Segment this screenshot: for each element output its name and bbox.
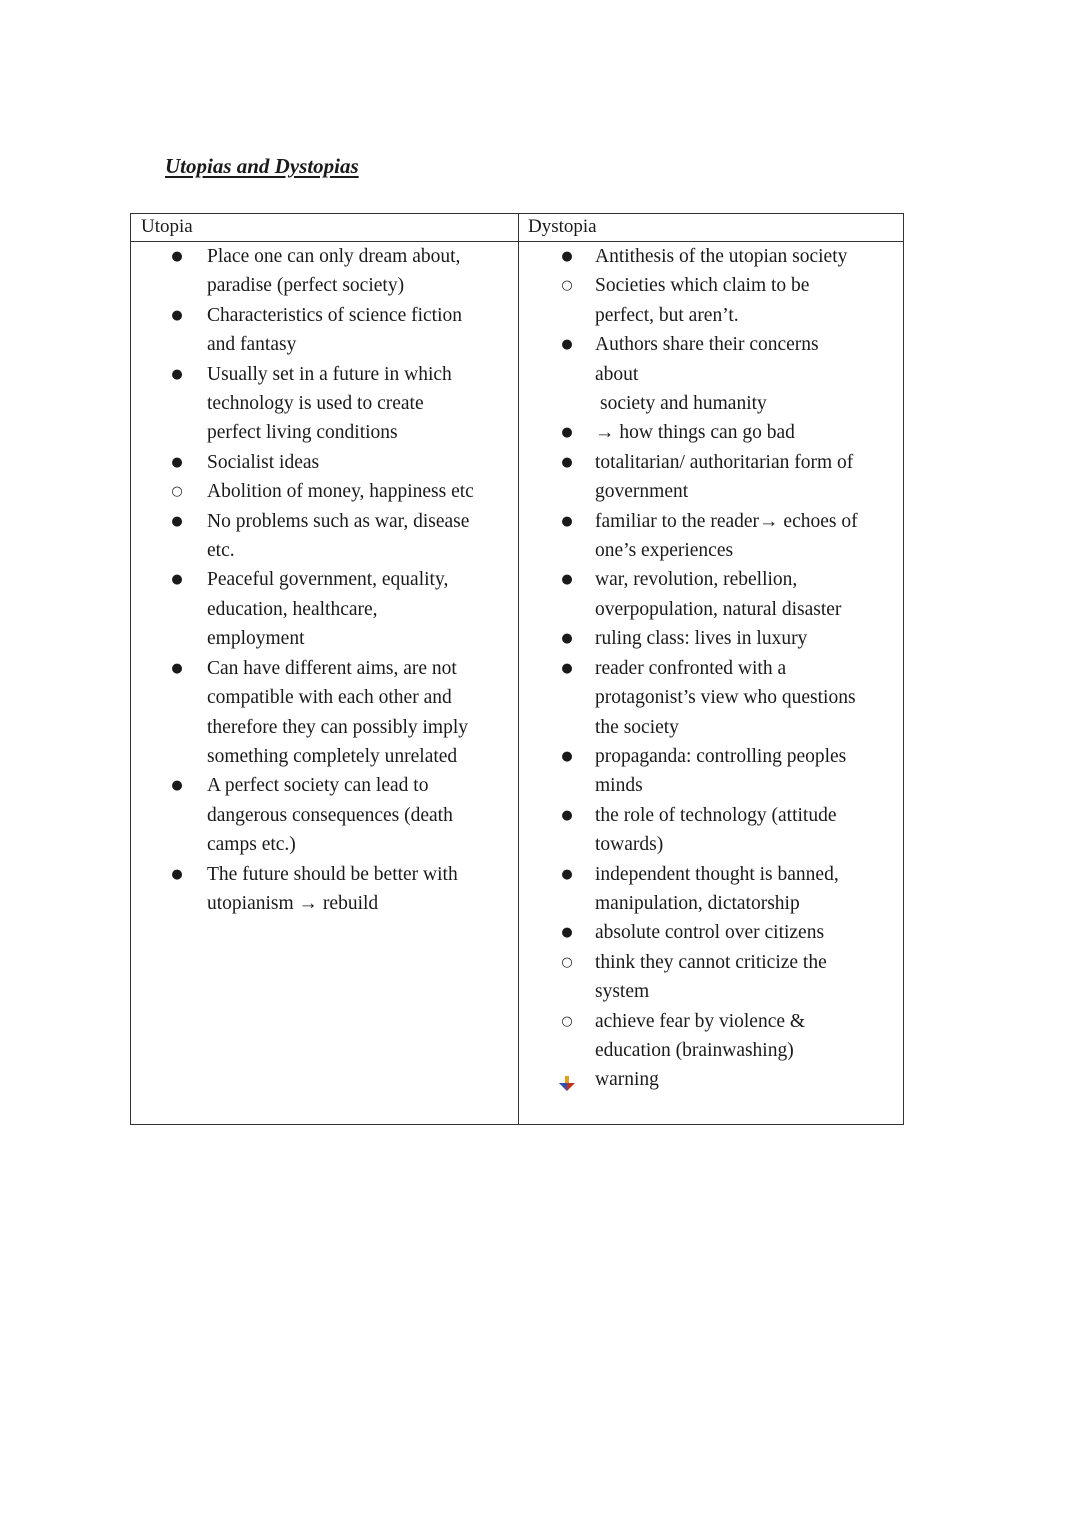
list-item-text: think they cannot criticize the [595,951,827,973]
circle-icon: ○ [561,954,573,970]
list-item-text: system [595,981,650,1003]
list-item-text: government [595,481,689,503]
bullet-icon: ● [561,660,573,676]
list-item [519,1007,903,1066]
bullet-icon: ● [561,807,573,823]
list-item-text: protagonist’s view who questions [595,687,856,709]
list-item-text: education, healthcare, [207,598,378,620]
list-item [131,565,518,653]
list-item-text: Place one can only dream about, [207,246,461,267]
bullet-icon: ● [171,454,183,470]
list-item [131,477,518,506]
list-item-text: familiar to the reader→ echoes of [595,510,858,532]
list-item [131,360,518,448]
list-item-text: absolute control over citizens [595,922,825,944]
bullet-icon: ● [561,513,573,529]
list-item [519,742,903,801]
list-item-text: Characteristics of science fiction [207,304,463,326]
list-item-text: education (brainwashing) [595,1039,794,1061]
list-item [519,1065,903,1094]
list-item [519,918,903,947]
list-item-text: dangerous consequences (death [207,804,453,826]
list-item [131,301,518,360]
bullet-icon: ● [561,454,573,470]
bullet-icon: ● [171,307,183,323]
list-item [131,860,518,919]
bullet-icon: ● [561,249,573,264]
bullet-icon: ● [561,425,573,441]
list-item [519,242,903,271]
list-item-text: Peaceful government, equality, [207,569,449,591]
bullet-icon: ● [171,249,183,264]
list-item-text: the role of technology (attitude [595,804,837,826]
list-item-text: society and humanity [600,393,767,415]
list-item [519,948,903,1007]
list-item-text: technology is used to create [207,393,424,415]
list-item-text: warning [595,1069,659,1091]
bullet-icon: ● [561,866,573,882]
list-item-text: minds [595,775,643,797]
list-item-text: towards) [595,834,664,856]
bullet-icon: ● [561,337,573,353]
list-item [519,801,903,860]
circle-icon: ○ [171,484,183,500]
bullet-icon: ● [561,572,573,588]
bullet-icon: ● [171,866,183,882]
bullet-icon: ● [561,925,573,941]
circle-icon: ○ [561,278,573,294]
bullet-icon: ● [171,778,183,794]
list-item-text: Can have different aims, are not [207,657,457,679]
list-item [131,771,518,859]
list-item [519,271,903,330]
list-item-text: etc. [207,540,235,562]
list-item-text: perfect living conditions [207,422,398,444]
bullet-icon: ● [171,513,183,529]
list-item-text: compatible with each other and [207,687,452,709]
utopia-header: Utopia [131,214,518,242]
list-item-text: paradise (perfect society) [207,275,405,297]
list-item-text: therefore they can possibly imply [207,716,469,738]
list-item-text: reader confronted with a [595,657,787,679]
list-item-text: The future should be better with [207,863,458,885]
down-arrow-icon [557,1071,577,1100]
list-item-text: overpopulation, natural disaster [595,598,842,620]
list-item-text: the society [595,716,679,738]
dystopia-column [519,214,903,1124]
list-item-text: employment [207,628,305,650]
list-item-text: independent thought is banned, [595,863,839,885]
list-item-text: Usually set in a future in which [207,363,452,385]
bullet-icon: ● [171,366,183,382]
list-item-text: ruling class: lives in luxury [595,628,808,650]
bullet-icon: ● [171,572,183,588]
list-item-text: and fantasy [207,334,297,356]
list-item-text: Societies which claim to be [595,275,810,297]
list-item [131,654,518,772]
circle-icon: ○ [561,1013,573,1029]
list-item [519,330,903,418]
list-item [131,507,518,566]
list-item [519,860,903,919]
list-item [131,242,518,301]
list-item-text: A perfect society can lead to [207,775,429,797]
list-item-text: Abolition of money, happiness etc [207,481,474,503]
list-item-text: perfect, but aren’t. [595,304,739,326]
dystopia-header: Dystopia [519,214,903,242]
list-item-text: achieve fear by violence & [595,1010,806,1032]
list-item-text: utopianism → rebuild [207,892,379,914]
list-item [519,448,903,507]
list-item-text: one’s experiences [595,540,734,562]
list-item [519,507,903,566]
utopia-list [131,242,518,918]
list-item-text: totalitarian/ authoritarian form of [595,451,854,473]
list-item-text: Socialist ideas [207,451,320,473]
bullet-icon: ● [561,631,573,647]
list-item [519,565,903,624]
bullet-icon: ● [171,660,183,676]
list-item-text: manipulation, dictatorship [595,892,800,914]
bullet-icon: ● [561,748,573,764]
list-item [519,624,903,653]
list-item-text: Antithesis of the utopian society [595,246,848,267]
list-item-text: No problems such as war, disease [207,510,470,532]
list-item-text: → how things can go bad [595,422,795,444]
list-item [131,448,518,477]
list-item-text: about [595,363,639,385]
list-item-text: something completely unrelated [207,745,458,767]
utopia-column [131,214,519,1124]
list-item-text: war, revolution, rebellion, [595,569,798,591]
dystopia-list [519,242,903,1095]
list-item-text: propaganda: controlling peoples [595,745,847,767]
comparison-table [130,213,904,1125]
list-item [519,654,903,742]
page-title: Utopias and Dystopias [165,154,359,178]
list-item-text: camps etc.) [207,834,296,856]
list-item [519,418,903,447]
list-item-text: Authors share their concerns [595,334,819,356]
